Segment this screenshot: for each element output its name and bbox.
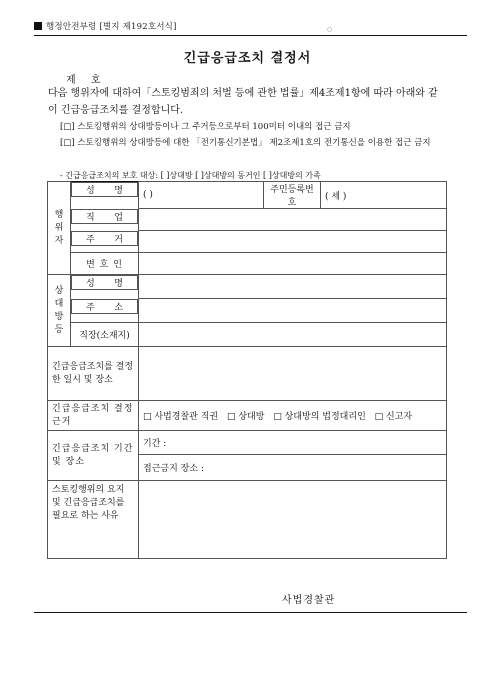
form-header — [34, 20, 177, 32]
actor-job-label: 직 업 — [71, 209, 138, 224]
actor-rrn-field[interactable]: ( 세 ) — [321, 182, 447, 209]
victim-name-field[interactable] — [139, 275, 447, 299]
actor-address-label: 주 거 — [71, 231, 138, 246]
actor-rrn-label: 주민등록번호 — [264, 182, 321, 209]
victim-address-label: 주 소 — [71, 299, 138, 314]
intro-paragraph: 다음 행위자에 대하여「스토킹범죄의 처벌 등에 관한 법률」제4조제1항에 따라 아래와 같이 긴급응급조치를 결정합니다. — [48, 88, 438, 116]
basis-option-reporter[interactable]: □ 신고자 — [374, 412, 413, 422]
period-field[interactable]: 기간 : — [139, 431, 447, 455]
victim-group-label: 상 대 방 등 — [48, 275, 71, 347]
basis-option-guardian[interactable]: □ 상대방의 법정대리인 — [273, 412, 366, 422]
victim-workplace-label: 직장(소재지) — [71, 323, 139, 347]
actor-name-label: 성 명 — [71, 182, 138, 197]
form-header-text: 행정안전부령 [별지 제192호서식] — [46, 22, 177, 32]
victim-address-field[interactable] — [139, 299, 447, 323]
actor-address-field[interactable] — [139, 231, 447, 253]
small-circle-mark: ○ — [327, 26, 333, 33]
period-label: 긴급응급조치 기간 및 장소 — [48, 431, 139, 481]
reason-field[interactable] — [139, 481, 447, 559]
basis-label: 긴급응급조치 결정 근거 — [48, 401, 139, 431]
page-title: 긴급응급조치 결정서 — [183, 51, 312, 66]
decision-form-table — [47, 181, 447, 559]
black-square-icon — [34, 22, 42, 30]
bottom-rule — [34, 612, 467, 613]
decision-when-label: 긴급응급조치를 결정한 일시 및 장소 — [48, 347, 139, 401]
protection-target-line: - 긴급응급조치의 보호 대상: [ ]상대방 [ ]상대방의 동거인 [ ]상대방의 가족 — [60, 171, 321, 180]
option-approach-ban[interactable]: [□] 스토킹행위의 상대방등이나 그 주거등으로부터 100미터 이내의 접근 금지 — [60, 122, 351, 132]
basis-option-victim[interactable]: □ 상대방 — [226, 412, 265, 422]
top-rule — [34, 35, 467, 36]
document-number-label: 제 호 — [66, 75, 107, 86]
victim-workplace-field[interactable] — [139, 323, 447, 347]
place-field[interactable]: 접근금지 장소 : — [139, 455, 447, 481]
actor-lawyer-field[interactable] — [139, 253, 447, 275]
actor-name-field[interactable]: ( ) — [139, 182, 264, 209]
basis-options — [139, 401, 447, 431]
decision-when-field[interactable] — [139, 347, 447, 401]
actor-job-field[interactable] — [139, 209, 447, 231]
signature-officer: 사법경찰관 — [282, 595, 336, 606]
basis-option-officer[interactable]: □ 사법경찰관 직권 — [143, 412, 219, 422]
victim-name-label: 성 명 — [71, 275, 138, 290]
actor-lawyer-label: 변 호 인 — [71, 253, 139, 275]
actor-group-label: 행 위 자 — [48, 182, 71, 275]
option-telecom-ban[interactable]: [□] 스토킹행위의 상대방등에 대한 「전기통신기본법」 제2조제1호의 전기통신을 이용한 접근 금지 — [60, 138, 431, 148]
reason-label: 스토킹행위의 요지 및 긴급응급조치를 필요로 하는 사유 — [48, 481, 139, 559]
